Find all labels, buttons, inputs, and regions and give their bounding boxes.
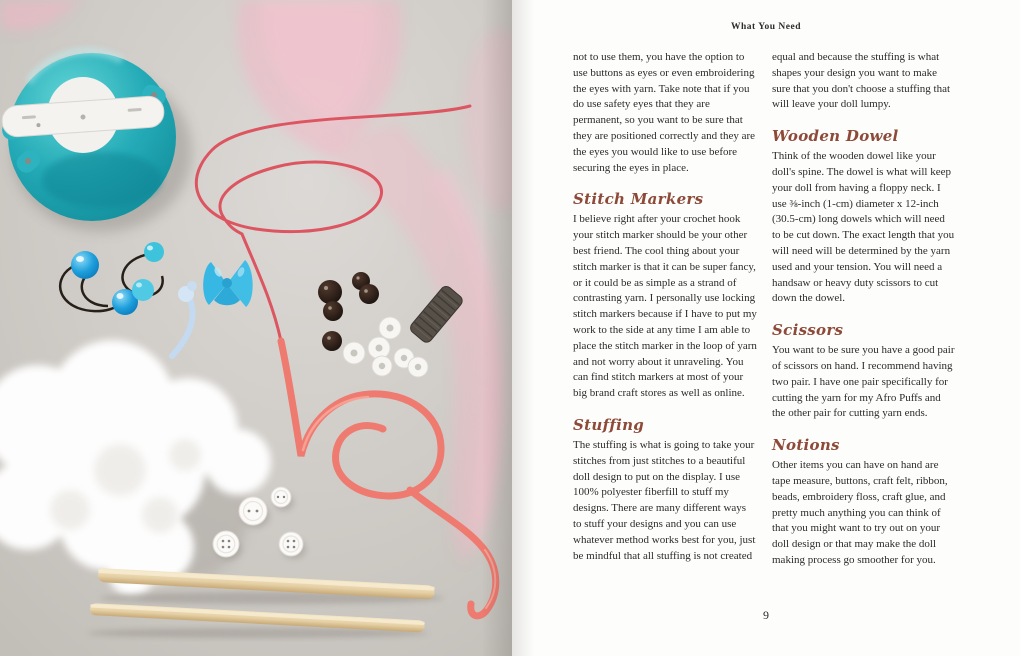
- running-header: What You Need: [730, 22, 801, 32]
- heading-stitch-markers: Stitch Markers: [573, 190, 704, 209]
- text-page: [512, 0, 1020, 656]
- left-text-column: [573, 50, 757, 569]
- paragraph-notions: Other items you can have on hand are tape measure, buttons, craft felt, ribbon, beads, embroidery floss, craft glue, and pretty much anything you can think of that you might want to try out on your doll design or that may make the doll making process go smoother for you.: [772, 459, 948, 566]
- heading-wooden-dowel: Wooden Dowel: [772, 127, 899, 146]
- paragraph-stuffing-continued: equal and because the stuffing is what shapes your design you want to make sure that you don't choose a stuffing that will leave your doll lumpy.: [772, 51, 951, 111]
- page-number: 9: [763, 608, 769, 622]
- right-text-column: [772, 50, 956, 569]
- paragraph-wooden-dowel: Think of the wooden dowel like your doll's spine. The dowel is what will keep your doll from having a floppy neck. I use ⅜-inch (1-cm) diameter x 12-inch (30.5-cm) long dowels which will need to be cut down. The exact length that you will need will be determined by the yarn used and your tension. You will need a handsaw or heavy duty scissors to cut down the dowel.: [772, 150, 955, 305]
- page-gutter: [512, 0, 534, 656]
- paragraph-stuffing: The stuffing is what is going to take your stitches from just stitches to a beautiful doll design to put on the display. I use 100% polyester fiberfill to stuff my designs. There are many different ways to stuff your designs and you can use whatever method works best for you, just be mindful that all stuffing is not created: [573, 438, 756, 562]
- paragraph-scissors: You want to be sure you have a good pair of scissors on hand. I recommend having two pair. I have one pair specifically for cutting the yarn for my Afro Puffs and the other pair for cutting yarn ends.: [772, 344, 955, 420]
- paragraph-safety-eyes-continued: not to use them, you have the option to use buttons as eyes or even embroidering the eyes with yarn. Take note that if you do use safety eyes that they are permanent, so you want to be sure that they are positioned correctly and they are the eyes you would like to use before securing the eyes in place.: [573, 51, 756, 174]
- heading-scissors: Scissors: [772, 321, 844, 340]
- paragraph-stitch-markers: I believe right after your crochet hook your stitch marker should be your other best friend. The cool thing about your stitch marker is that it can be super fancy, or it could be as simple as a strand of contrasting yarn. I personally use locking stitch markers because if I have to put my work to the side at any time I am able to place the stitch marker in the loop of yarn and not worry about it unraveling. You can find stitch markers at most of your big brand craft stores as well as online.: [573, 213, 757, 400]
- body-columns: [573, 50, 956, 569]
- heading-stuffing: Stuffing: [573, 415, 645, 434]
- heading-notions: Notions: [772, 436, 840, 455]
